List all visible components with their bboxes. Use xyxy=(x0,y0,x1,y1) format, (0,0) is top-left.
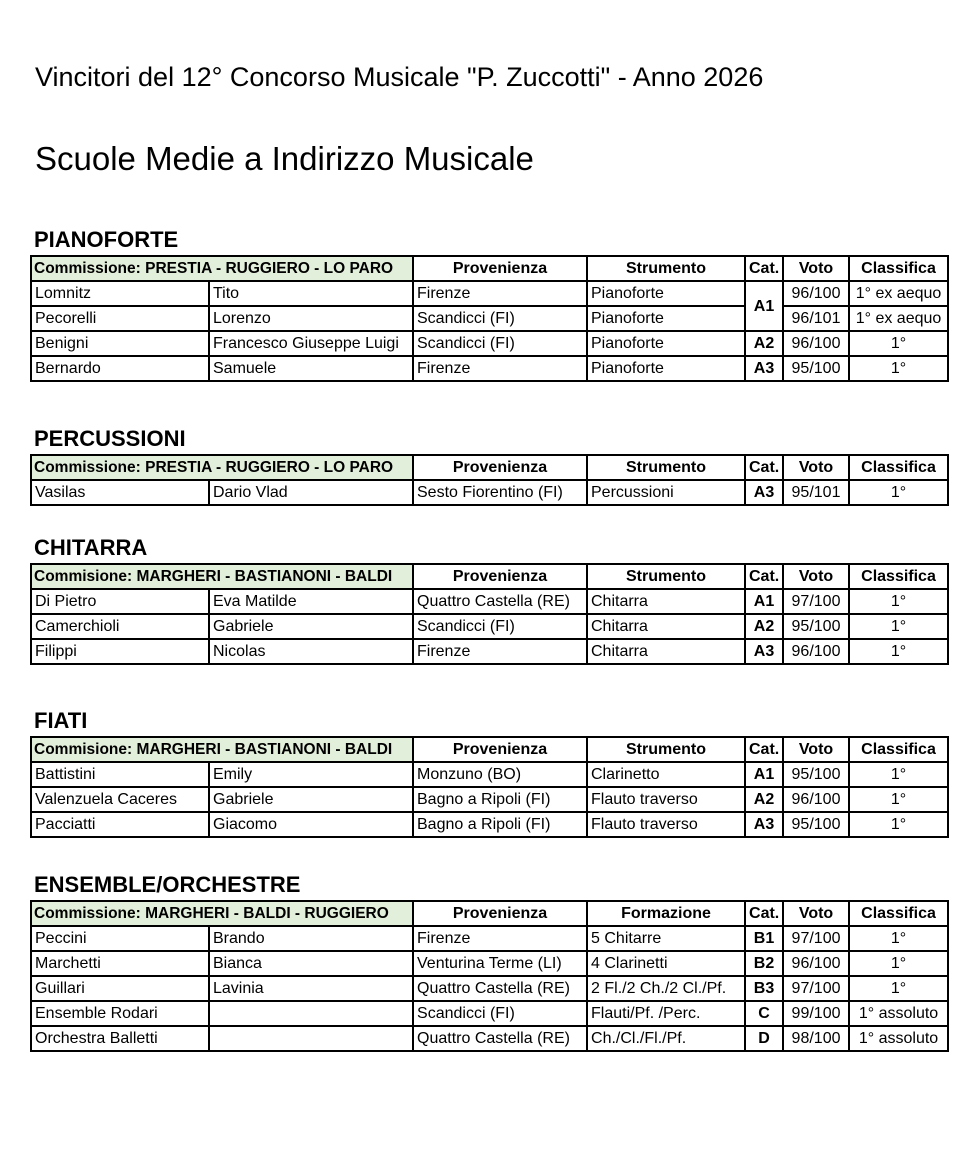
column-header: Provenienza xyxy=(413,256,587,281)
vote-cell: 98/100 xyxy=(783,1026,849,1051)
instrument-cell: 2 Fl./2 Ch./2 Cl./Pf. xyxy=(587,976,745,1001)
column-header: Voto xyxy=(783,737,849,762)
table-row xyxy=(31,1001,948,1026)
rank-cell: 1° xyxy=(849,614,948,639)
surname-cell: Di Pietro xyxy=(31,589,209,614)
section-heading: CHITARRA xyxy=(34,535,148,560)
origin-cell: Monzuno (BO) xyxy=(413,762,587,787)
column-header: Strumento xyxy=(587,256,745,281)
table-row xyxy=(31,812,948,837)
table-row xyxy=(31,787,948,812)
category-cell: D xyxy=(745,1026,783,1051)
instrument-cell: Pianoforte xyxy=(587,306,745,331)
section-heading: ENSEMBLE/ORCHESTRE xyxy=(34,872,301,897)
category-cell: A2 xyxy=(745,331,783,356)
instrument-cell: Percussioni xyxy=(587,480,745,505)
commission-label: Commissione: PRESTIA - RUGGIERO - LO PARO xyxy=(31,256,413,281)
column-header: Cat. xyxy=(745,737,783,762)
origin-cell: Firenze xyxy=(413,281,587,306)
category-cell: A1 xyxy=(745,281,783,331)
vote-cell: 97/100 xyxy=(783,976,849,1001)
instrument-cell: Pianoforte xyxy=(587,356,745,381)
firstname-cell xyxy=(209,1001,413,1026)
column-header: Provenienza xyxy=(413,564,587,589)
winners-table xyxy=(30,454,949,506)
origin-cell: Scandicci (FI) xyxy=(413,306,587,331)
surname-cell: Orchestra Balletti xyxy=(31,1026,209,1051)
table-header-row xyxy=(31,737,948,762)
rank-cell: 1° xyxy=(849,787,948,812)
winners-table xyxy=(30,736,949,838)
instrument-cell: Chitarra xyxy=(587,589,745,614)
firstname-cell: Brando xyxy=(209,926,413,951)
section-chitarra xyxy=(30,533,947,665)
surname-cell: Marchetti xyxy=(31,951,209,976)
column-header: Provenienza xyxy=(413,737,587,762)
surname-cell: Filippi xyxy=(31,639,209,664)
category-cell: A3 xyxy=(745,356,783,381)
surname-cell: Benigni xyxy=(31,331,209,356)
firstname-cell: Lorenzo xyxy=(209,306,413,331)
column-header: Strumento xyxy=(587,455,745,480)
firstname-cell: Giacomo xyxy=(209,812,413,837)
firstname-cell xyxy=(209,1026,413,1051)
column-header: Cat. xyxy=(745,901,783,926)
table-row xyxy=(31,331,948,356)
vote-cell: 96/100 xyxy=(783,281,849,306)
column-header: Provenienza xyxy=(413,901,587,926)
table-row xyxy=(31,926,948,951)
table-row xyxy=(31,306,948,331)
rank-cell: 1° xyxy=(849,480,948,505)
table-row xyxy=(31,614,948,639)
category-cell: A2 xyxy=(745,614,783,639)
column-header: Formazione xyxy=(587,901,745,926)
rank-cell: 1° xyxy=(849,812,948,837)
firstname-cell: Eva Matilde xyxy=(209,589,413,614)
table-header-row xyxy=(31,564,948,589)
vote-cell: 97/100 xyxy=(783,589,849,614)
rank-cell: 1° xyxy=(849,951,948,976)
table-row xyxy=(31,356,948,381)
column-header: Voto xyxy=(783,455,849,480)
firstname-cell: Nicolas xyxy=(209,639,413,664)
table-header-row xyxy=(31,901,948,926)
rank-cell: 1° xyxy=(849,926,948,951)
vote-cell: 95/101 xyxy=(783,480,849,505)
origin-cell: Bagno a Ripoli (FI) xyxy=(413,787,587,812)
category-cell: B3 xyxy=(745,976,783,1001)
rank-cell: 1° xyxy=(849,589,948,614)
firstname-cell: Dario Vlad xyxy=(209,480,413,505)
section-pianoforte xyxy=(30,225,947,382)
column-header: Voto xyxy=(783,564,849,589)
origin-cell: Firenze xyxy=(413,926,587,951)
section-heading: PIANOFORTE xyxy=(34,227,179,252)
firstname-cell: Emily xyxy=(209,762,413,787)
origin-cell: Scandicci (FI) xyxy=(413,1001,587,1026)
firstname-cell: Samuele xyxy=(209,356,413,381)
rank-cell: 1° xyxy=(849,356,948,381)
vote-cell: 95/100 xyxy=(783,812,849,837)
rank-cell: 1° xyxy=(849,762,948,787)
table-row xyxy=(31,951,948,976)
surname-cell: Vasilas xyxy=(31,480,209,505)
category-cell: A1 xyxy=(745,762,783,787)
table-header-row xyxy=(31,455,948,480)
rank-cell: 1° xyxy=(849,976,948,1001)
surname-cell: Battistini xyxy=(31,762,209,787)
surname-cell: Guillari xyxy=(31,976,209,1001)
instrument-cell: 5 Chitarre xyxy=(587,926,745,951)
section-heading: PERCUSSIONI xyxy=(34,426,186,451)
column-header: Strumento xyxy=(587,737,745,762)
firstname-cell: Gabriele xyxy=(209,787,413,812)
column-header: Classifica xyxy=(849,901,948,926)
origin-cell: Firenze xyxy=(413,639,587,664)
commission-label: Commisione: MARGHERI - BASTIANONI - BALDI xyxy=(31,564,413,589)
rank-cell: 1° xyxy=(849,639,948,664)
rank-cell: 1° xyxy=(849,331,948,356)
instrument-cell: 4 Clarinetti xyxy=(587,951,745,976)
origin-cell: Venturina Terme (LI) xyxy=(413,951,587,976)
table-row xyxy=(31,589,948,614)
instrument-cell: Clarinetto xyxy=(587,762,745,787)
commission-label: Commissione: MARGHERI - BALDI - RUGGIERO xyxy=(31,901,413,926)
category-cell: A2 xyxy=(745,787,783,812)
surname-cell: Pacciatti xyxy=(31,812,209,837)
table-row xyxy=(31,762,948,787)
surname-cell: Bernardo xyxy=(31,356,209,381)
instrument-cell: Pianoforte xyxy=(587,281,745,306)
surname-cell: Pecorelli xyxy=(31,306,209,331)
column-header: Voto xyxy=(783,256,849,281)
surname-cell: Valenzuela Caceres xyxy=(31,787,209,812)
commission-label: Commisione: MARGHERI - BASTIANONI - BALDI xyxy=(31,737,413,762)
category-cell: A1 xyxy=(745,589,783,614)
table-row xyxy=(31,976,948,1001)
instrument-cell: Chitarra xyxy=(587,614,745,639)
vote-cell: 95/100 xyxy=(783,614,849,639)
origin-cell: Scandicci (FI) xyxy=(413,331,587,356)
section-ensemble-orchestre xyxy=(30,870,947,1052)
column-header: Cat. xyxy=(745,256,783,281)
origin-cell: Scandicci (FI) xyxy=(413,614,587,639)
instrument-cell: Pianoforte xyxy=(587,331,745,356)
firstname-cell: Gabriele xyxy=(209,614,413,639)
section-percussioni xyxy=(30,424,947,506)
surname-cell: Ensemble Rodari xyxy=(31,1001,209,1026)
column-header: Classifica xyxy=(849,256,948,281)
vote-cell: 97/100 xyxy=(783,926,849,951)
vote-cell: 95/100 xyxy=(783,356,849,381)
vote-cell: 96/101 xyxy=(783,306,849,331)
winners-table xyxy=(30,900,949,1052)
vote-cell: 96/100 xyxy=(783,639,849,664)
column-header: Cat. xyxy=(745,455,783,480)
column-header: Strumento xyxy=(587,564,745,589)
firstname-cell: Bianca xyxy=(209,951,413,976)
column-header: Classifica xyxy=(849,455,948,480)
surname-cell: Peccini xyxy=(31,926,209,951)
commission-label: Commissione: PRESTIA - RUGGIERO - LO PARO xyxy=(31,455,413,480)
table-row xyxy=(31,639,948,664)
category-cell: A3 xyxy=(745,480,783,505)
vote-cell: 96/100 xyxy=(783,331,849,356)
column-header: Voto xyxy=(783,901,849,926)
instrument-cell: Flauti/Pf. /Perc. xyxy=(587,1001,745,1026)
category-cell: C xyxy=(745,1001,783,1026)
instrument-cell: Flauto traverso xyxy=(587,812,745,837)
rank-cell: 1° assoluto xyxy=(849,1001,948,1026)
column-header: Cat. xyxy=(745,564,783,589)
table-row xyxy=(31,1026,948,1051)
instrument-cell: Chitarra xyxy=(587,639,745,664)
category-cell: B1 xyxy=(745,926,783,951)
origin-cell: Bagno a Ripoli (FI) xyxy=(413,812,587,837)
table-header-row xyxy=(31,256,948,281)
category-cell: A3 xyxy=(745,812,783,837)
origin-cell: Sesto Fiorentino (FI) xyxy=(413,480,587,505)
table-row xyxy=(31,480,948,505)
column-header: Classifica xyxy=(849,737,948,762)
firstname-cell: Lavinia xyxy=(209,976,413,1001)
surname-cell: Lomnitz xyxy=(31,281,209,306)
rank-cell: 1° ex aequo xyxy=(849,281,948,306)
column-header: Classifica xyxy=(849,564,948,589)
document-title: Vincitori del 12° Concorso Musicale "P. Zuccotti" - Anno 2026 xyxy=(35,62,764,92)
firstname-cell: Francesco Giuseppe Luigi xyxy=(209,331,413,356)
column-header: Provenienza xyxy=(413,455,587,480)
instrument-cell: Flauto traverso xyxy=(587,787,745,812)
section-fiati xyxy=(30,706,947,838)
rank-cell: 1° ex aequo xyxy=(849,306,948,331)
instrument-cell: Ch./Cl./Fl./Pf. xyxy=(587,1026,745,1051)
origin-cell: Firenze xyxy=(413,356,587,381)
rank-cell: 1° assoluto xyxy=(849,1026,948,1051)
vote-cell: 96/100 xyxy=(783,951,849,976)
origin-cell: Quattro Castella (RE) xyxy=(413,976,587,1001)
vote-cell: 99/100 xyxy=(783,1001,849,1026)
surname-cell: Camerchioli xyxy=(31,614,209,639)
origin-cell: Quattro Castella (RE) xyxy=(413,589,587,614)
winners-table xyxy=(30,563,949,665)
vote-cell: 96/100 xyxy=(783,787,849,812)
section-heading: FIATI xyxy=(34,708,88,733)
winners-table xyxy=(30,255,949,382)
firstname-cell: Tito xyxy=(209,281,413,306)
vote-cell: 95/100 xyxy=(783,762,849,787)
document-subtitle: Scuole Medie a Indirizzo Musicale xyxy=(35,140,534,177)
table-row xyxy=(31,281,948,306)
origin-cell: Quattro Castella (RE) xyxy=(413,1026,587,1051)
category-cell: A3 xyxy=(745,639,783,664)
category-cell: B2 xyxy=(745,951,783,976)
